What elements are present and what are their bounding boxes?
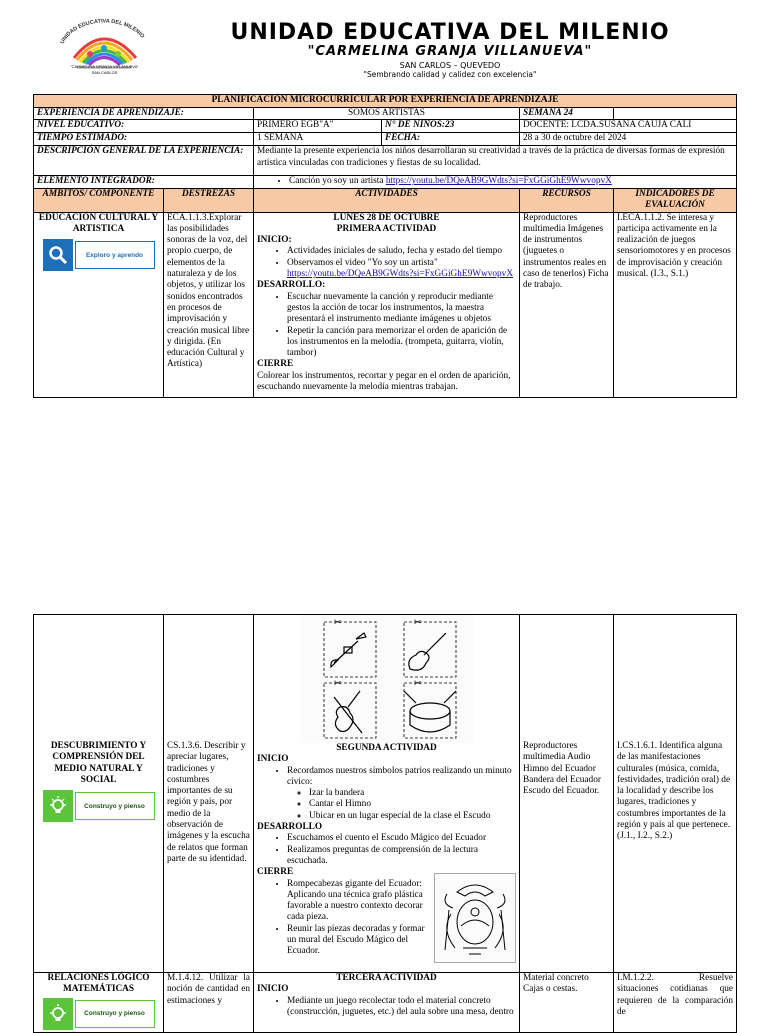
explore-badge-label: Exploro y aprendo xyxy=(75,241,155,269)
list-item: ◦ Ubicar en un lugar especial de la clase el Escudo xyxy=(309,811,516,822)
svg-text:✂: ✂ xyxy=(413,617,422,627)
construct-badge-label: Construyo y pienso xyxy=(75,1000,155,1028)
violin-icon xyxy=(334,691,362,733)
time-label: TIEMPO ESTIMADO: xyxy=(34,133,254,146)
plan-table-page2 xyxy=(33,614,737,1033)
teacher-name: DOCENTE: LCDA.SUSANA CAUJA CALI xyxy=(520,120,737,133)
experience-value: SOMOS ARTISTAS xyxy=(254,108,520,120)
row1-activity-title: PRIMERA ACTIVIDAD xyxy=(336,223,437,234)
list-item: • Rompecabezas gigante del Ecuador: Aplicando una técnica grafo plástica favorable a nuestro contexto decorar cada pieza. xyxy=(287,879,426,924)
col-indicadores: INDICADORES DE EVALUACIÓN xyxy=(614,188,737,212)
row3-inicio: INICIO xyxy=(257,984,289,995)
row1-indicador: I.ECA.1.1.2. Se interesa y participa activamente en la realización de juegos sensoriomotores y en procesos de improvisación y creación musical. (I.3., S.1.) xyxy=(614,212,737,397)
trumpet-icon xyxy=(330,633,365,667)
school-subtitle: "CARMELINA GRANJA VILLANUEVA" xyxy=(307,44,593,59)
svg-text:✂: ✂ xyxy=(333,678,342,688)
list-item: • Mediante un juego recolectar todo el material concreto (construcción, juguetes, etc.) del aula sobre una mesa, dentro xyxy=(287,996,516,1019)
row2-cierre: CIERRE xyxy=(257,867,294,878)
row1-cierre-text: Colorear los instrumentos, recortar y pegar en el orden de aparición, escuchando nuevamente la melodía mientras trabajan. xyxy=(257,370,511,393)
row2-recursos-text: Reproductores multimedia Audio Himno del Ecuador Bandera del Ecuador Escudo del Ecuador. xyxy=(523,741,601,797)
row2-destreza-text: CS.1.3.6. Describir y apreciar lugares, tradiciones y costumbres importantes de su región y país, por medio de la observación de imágenes y la escucha de relatos que forman parte de su identidad. xyxy=(167,741,250,864)
list-item: • Escuchar nuevamente la canción y reproducir mediante gestos la acción de tocar los instrumentos, la maestra presentará el instrumento mediante imágenes u objetos xyxy=(287,292,516,326)
list-item: • Realizamos preguntas de comprensión de la lectura escuchada. xyxy=(287,845,516,868)
kids-count: N° DE NIÑOS:23 xyxy=(382,120,520,133)
lightbulb-icon xyxy=(43,998,73,1030)
plan-title: PLANIFICACIÓN MICROCURRICULAR POR EXPERIENCIA DE APRENDIZAJE xyxy=(34,95,737,108)
svg-text:✂: ✂ xyxy=(413,678,422,688)
list-item: ◦ Cantar el Himno xyxy=(309,799,516,810)
level-value: PRIMERO EGB"A" xyxy=(254,120,382,133)
lightbulb-icon xyxy=(43,790,73,822)
row1-destreza: ECA.1.1.3.Explorar las posibilidades sonoras de la voz, del propio cuerpo, de elementos de la naturaleza y de los objetos, y utilizar los sonidos encontrados en procesos de improvisación y creación musical libre y dirigida. (En educación Cultural y Artística) xyxy=(164,212,254,397)
logo-city: SAN CARLOS xyxy=(91,70,118,75)
row1-ambito-text: EDUCACIÓN CULTURAL Y ARTISTICA xyxy=(38,212,159,234)
magnifier-icon xyxy=(43,239,73,271)
list-item: • Reunir las piezas decoradas y formar un mural del Escudo Mágico del Ecuador. xyxy=(287,924,426,958)
row2-desarrollo: DESARROLLO xyxy=(257,822,323,833)
level-label: NIVEL EDUCATIVO: xyxy=(34,120,254,133)
row1-inicio: INICIO: xyxy=(257,235,292,246)
row2-ambito xyxy=(34,615,164,973)
logo-caption: "CARMELINA GRANJA VILLANUEVA" xyxy=(70,64,139,69)
row1-desarrollo: DESARROLLO: xyxy=(257,280,326,291)
list-item: • Actividades iniciales de saludo, fecha y estado del tiempo xyxy=(287,246,516,257)
school-title: UNIDAD EDUCATIVA DEL MILENIO xyxy=(230,20,670,45)
row1-recursos: Reproductores multimedia Imágenes de instrumentos (juguetes o instrumentos reales en caso de tenerlos) Ficha de trabajo. xyxy=(520,212,614,397)
row1-actividades xyxy=(254,212,520,397)
week-value xyxy=(614,108,737,120)
ecuador-coat-of-arms-image xyxy=(434,873,516,963)
integrator-value xyxy=(254,176,737,188)
row3-recursos: Material concreto Cajas o cestas. xyxy=(520,973,614,1033)
date-value: 28 a 30 de octubre del 2024 xyxy=(520,133,737,146)
logo-arc-text: UNIDAD EDUCATIVA DEL MILENIO xyxy=(59,18,146,46)
explore-badge xyxy=(43,239,155,271)
row1-day: LUNES 28 DE OCTUBRE xyxy=(333,212,440,223)
row2-recursos xyxy=(520,615,614,973)
construct-badge xyxy=(43,790,155,822)
description-label: DESCRIPCIÓN GENERAL DE LA EXPERIENCIA: xyxy=(34,146,254,176)
time-value: 1 SEMANA xyxy=(254,133,382,146)
integrator-label: ELEMENTO INTEGRADOR: xyxy=(34,176,254,188)
guitar-icon xyxy=(408,633,445,670)
col-ambitos: ÁMBITOS/ COMPONENTE xyxy=(34,188,164,212)
date-label: FECHA: xyxy=(382,133,520,146)
row3-activity-title: TERCERA ACTIVIDAD xyxy=(336,973,437,983)
drum-icon xyxy=(404,691,456,732)
construct-badge-label: Construyo y pienso xyxy=(75,792,155,820)
instruments-worksheet xyxy=(300,615,474,743)
row2-actividades xyxy=(254,615,520,973)
row3-indicador: I.M.1.2.2. Resuelve situaciones cotidianas que requieren de la comparación de xyxy=(614,973,737,1033)
list-item: • Escuchamos el cuento el Escudo Mágico del Ecuador xyxy=(287,833,516,844)
list-item: • Recordamos nuestros símbolos patrios realizando un minuto cívico: ◦ Izar la bandera ◦ Cantar el Himno ◦ Ubicar en un lugar especial de la clase el Escudo xyxy=(287,766,516,822)
row2-inicio: INICIO xyxy=(257,754,289,765)
integrator-link[interactable]: https://youtu.be/DQeAB9GWdts?si=FxGGiGhE9WwvopvX xyxy=(385,176,612,187)
construct-badge xyxy=(43,998,155,1030)
list-item: • Repetir la canción para memorizar el orden de aparición de los instrumentos en la melodía. (trompeta, guitarra, violín, tambor) xyxy=(287,326,516,360)
week-label: SEMANA 24 xyxy=(520,108,614,120)
row2-ambito-text: DESCUBRIMIENTO Y COMPRENSIÓN DEL MEDIO NATURAL Y SOCIAL xyxy=(50,741,147,785)
school-header xyxy=(0,0,768,92)
row2-destreza xyxy=(164,615,254,973)
row2-indicador-text: I.CS.1.6.1. Identifica alguna de las manifestaciones culturales (música, comida, festividades, tradición oral) de la localidad y describe los lugares, tradiciones y costumbres importantes de la región y país al que pertenece. (J.1., I.2., S.2.) xyxy=(617,741,731,842)
list-item: • Observamos el video "Yo soy un artista" https://youtu.be/DQeAB9GWdts?si=FxGGiGhE9WwvopvX xyxy=(287,258,516,281)
row1-ambito xyxy=(34,212,164,397)
row3-ambito-text: RELACIONES LÓGICO MATEMÁTICAS xyxy=(47,973,150,995)
svg-text:UNIDAD EDUCATIVA DEL MILENIO xyxy=(60,19,146,46)
plan-table-page1 xyxy=(33,94,737,398)
coat-of-arms-icon xyxy=(435,874,515,962)
experience-label: EXPERIENCIA DE APRENDIZAJE: xyxy=(34,108,254,120)
row1-cierre: CIERRE xyxy=(257,359,294,370)
col-destrezas: DESTREZAS xyxy=(164,188,254,212)
school-location: SAN CARLOS – QUEVEDO xyxy=(399,61,501,70)
video-link[interactable]: https://youtu.be/DQeAB9GWdts?si=FxGGiGhE9WwvopvX xyxy=(287,269,514,280)
svg-text:✂: ✂ xyxy=(333,617,342,627)
row2-activity-title: SEGUNDA ACTIVIDAD xyxy=(336,743,437,753)
description-value: Mediante la presente experiencia los niños desarrollaran su creatividad a través de la práctica de diversas formas de expresión artística vinculadas con tradiciones y fiestas de su localidad. xyxy=(254,146,737,176)
integrator-text: Canción yo soy un artista xyxy=(289,176,386,187)
list-item: ◦ Izar la bandera xyxy=(309,788,516,799)
col-recursos: RECURSOS xyxy=(520,188,614,212)
school-motto: "Sembrando calidad y calidez con excelencia" xyxy=(363,70,537,79)
col-actividades: ACTIVIDADES xyxy=(254,188,520,212)
row2-indicador xyxy=(614,615,737,973)
row3-destreza: M.1.4.12. Utilizar la noción de cantidad en estimaciones y xyxy=(164,973,254,1033)
